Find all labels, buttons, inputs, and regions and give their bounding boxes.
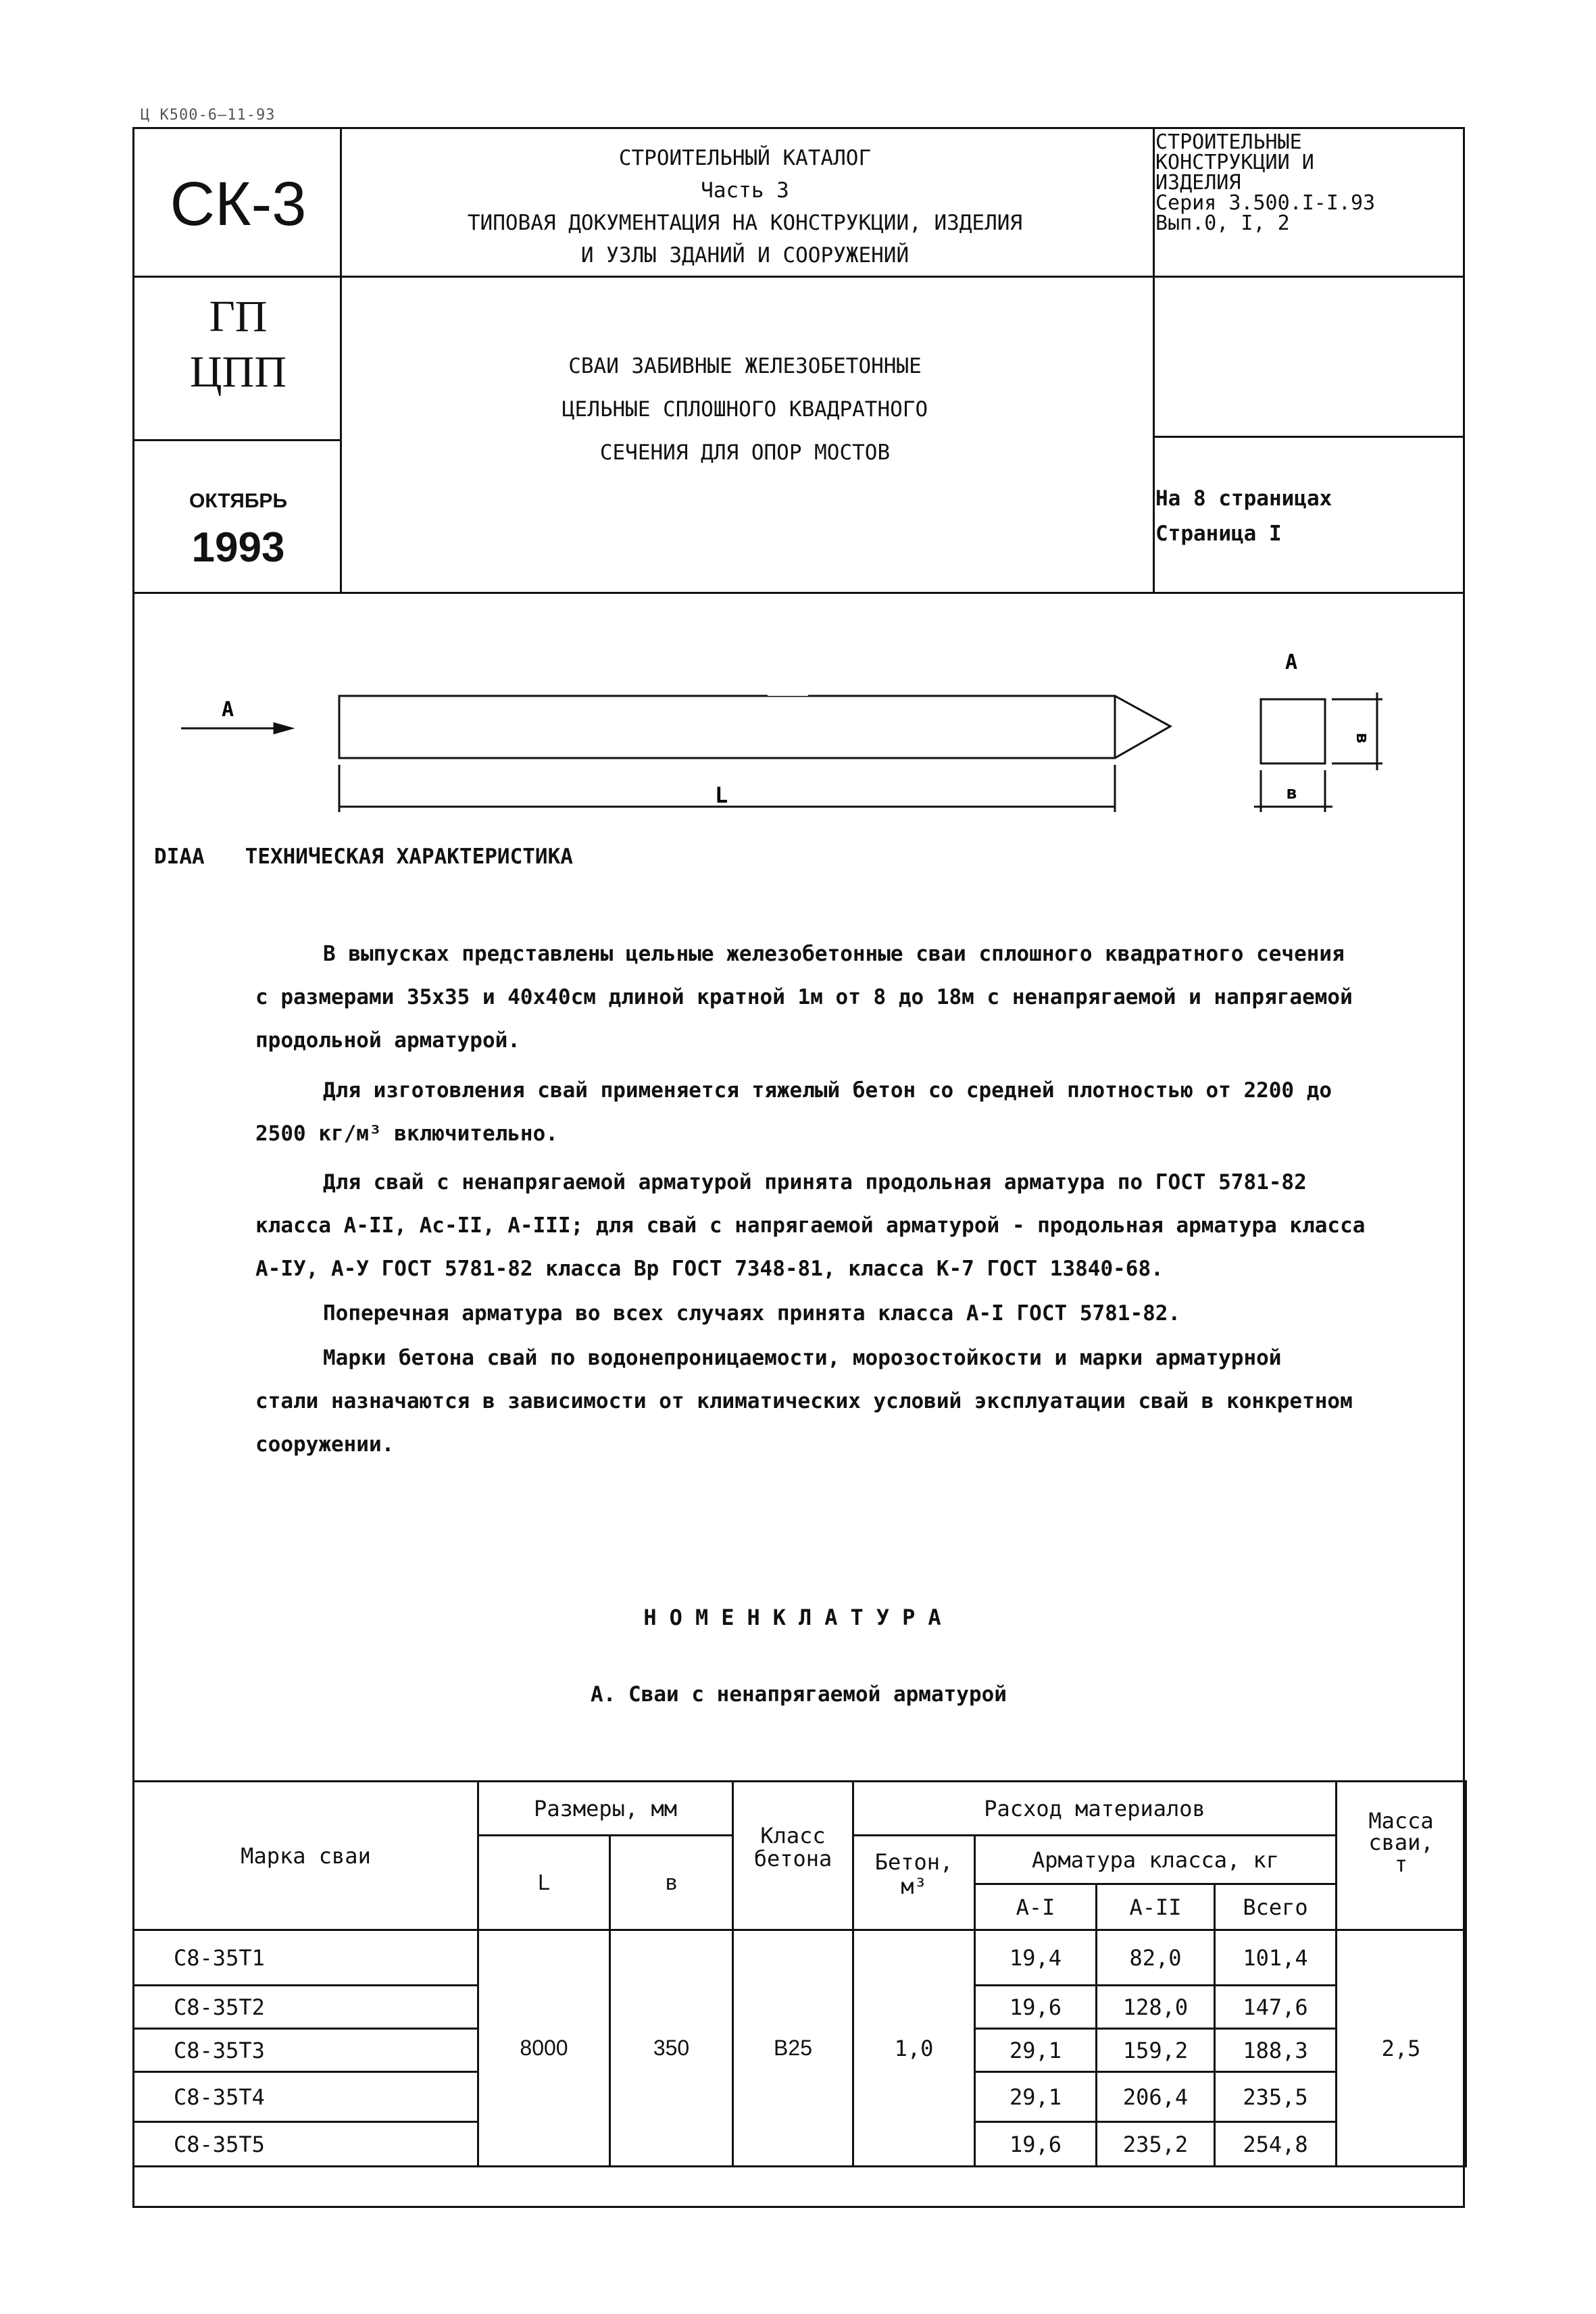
nomenclature-table [132,1780,1467,2167]
issue-month: ОКТЯБРЬ [189,490,288,512]
header-length: L [478,1836,610,1930]
row-a1: 19,4 [975,1930,1097,1986]
section-heading [154,845,614,869]
row-mark: С8-35Т3 [134,2029,478,2072]
row-mark: С8-35Т1 [134,1930,478,1986]
value-width: 350 [610,1930,733,2167]
header-sizes: Размеры, мм [478,1782,733,1836]
header-mass: Масса сваи, т [1337,1782,1466,1930]
value-mass: 2,5 [1337,1930,1466,2167]
header-a1: А-I [975,1884,1097,1930]
series-info: СТРОИТЕЛЬНЫЕ КОНСТРУКЦИИ И ИЗДЕЛИЯ Серия 3.500.I-I.93 Вып.0, I, 2 [1155,130,1376,235]
length-label: L [715,782,728,808]
paragraph: Марки бетона свай по водонепроницаемости, морозостойкости и марки арматурной стали назначаются в зависимости от климатических условий эксплуатации свай в конкретном сооружении. [255,1346,1353,1457]
paragraph: Для изготовления свай применяется тяжелый бетон со средней плотностью от 2200 до 2500 кг/м³ включительно. [255,1078,1332,1146]
row-a2: 128,0 [1097,1986,1215,2029]
header-concrete: Бетон, м³ [853,1836,975,1930]
row-total: 101,4 [1215,1930,1337,1986]
row-total: 188,3 [1215,2029,1337,2072]
height-label: в [1352,733,1372,744]
section-title: ТЕХНИЧЕСКАЯ ХАРАКТЕРИСТИКА [245,845,573,869]
row-a1: 29,1 [975,2072,1097,2122]
cross-section [1261,699,1325,763]
row-a1: 19,6 [975,2122,1097,2167]
row-total: 254,8 [1215,2122,1337,2167]
archive-stamp: Ц К500-6—11-93 [141,107,276,124]
header-a2: А-II [1097,1884,1215,1930]
section-label: A [1285,651,1298,674]
arrow-label: A [222,698,234,722]
header-rebar: Арматура класса, кг [975,1836,1337,1884]
row-a1: 29,1 [975,2029,1097,2072]
header-divider [134,276,1464,278]
row-mark: С8-35Т4 [134,2072,478,2122]
header-divider [134,592,1464,594]
nomenclature-heading: НОМЕНКЛАТУРА [643,1605,954,1630]
header-consumption: Расход материалов [853,1782,1337,1836]
header-divider [1153,436,1464,438]
row-total: 147,6 [1215,1986,1337,2029]
organization: ГП ЦПП [190,292,286,397]
row-mark: С8-35Т2 [134,1986,478,2029]
header-divider [1153,128,1155,593]
header-mark: Марка сваи [134,1782,478,1930]
header-width: в [610,1836,733,1930]
row-mark: С8-35Т5 [134,2122,478,2167]
header-class: Класс бетона [733,1782,853,1930]
row-a2: 82,0 [1097,1930,1215,1986]
catalog-code: СК-3 [170,170,307,238]
value-length: 8000 [478,1930,610,2167]
document-title: СВАИ ЗАБИВНЫЕ ЖЕЛЕЗОБЕТОННЫЕ ЦЕЛЬНЫЕ СПЛОШНОГО КВАДРАТНОГО СЕЧЕНИЯ ДЛЯ ОПОР МОСТОВ [562,354,928,465]
issue-year: 1993 [191,524,285,571]
pile-drawing [132,595,1465,838]
paragraph: В выпусках представлены цельные железобетонные сваи сплошного квадратного сечения с размерами 35х35 и 40х40см длиной кратной 1м от 8 до 18м с ненапрягаемой и напрягаемой продольной арматурой. [255,942,1353,1053]
header-divider [134,439,341,441]
value-concrete: 1,0 [853,1930,975,2167]
table-subtitle: А. Сваи с ненапрягаемой арматурой [591,1682,1007,1707]
value-class: B25 [733,1930,853,2167]
header-total: Всего [1215,1884,1337,1930]
page-info: На 8 страницах Страница I [1155,486,1332,546]
catalog-title: СТРОИТЕЛЬНЫЙ КАТАЛОГ Часть 3 ТИПОВАЯ ДОКУМЕНТАЦИЯ НА КОНСТРУКЦИИ, ИЗДЕЛИЯ И УЗЛЫ ЗДАНИЙ И СООРУЖЕНИЙ [467,146,1023,268]
row-a1: 19,6 [975,1986,1097,2029]
row-a2: 206,4 [1097,2072,1215,2122]
section-code: DIAA [154,845,205,869]
arrow-head [274,724,291,733]
pile-outline [339,696,1170,758]
paragraph: Поперечная арматура во всех случаях принята класса А-I ГОСТ 5781-82. [323,1301,1181,1326]
row-a2: 235,2 [1097,2122,1215,2167]
row-a2: 159,2 [1097,2029,1215,2072]
width-label: в [1287,783,1297,803]
paragraph: Для свай с ненапрягаемой арматурой принята продольная арматура по ГОСТ 5781-82 класса А-II, Ас-II, А-III; для свай с напрягаемой арматурой - продольная арматура класса А-IУ, А-У ГОСТ 5781-82 класса Вр ГОСТ 7348-81, класса К-7 ГОСТ 13840-68. [255,1170,1366,1281]
row-total: 235,5 [1215,2072,1337,2122]
